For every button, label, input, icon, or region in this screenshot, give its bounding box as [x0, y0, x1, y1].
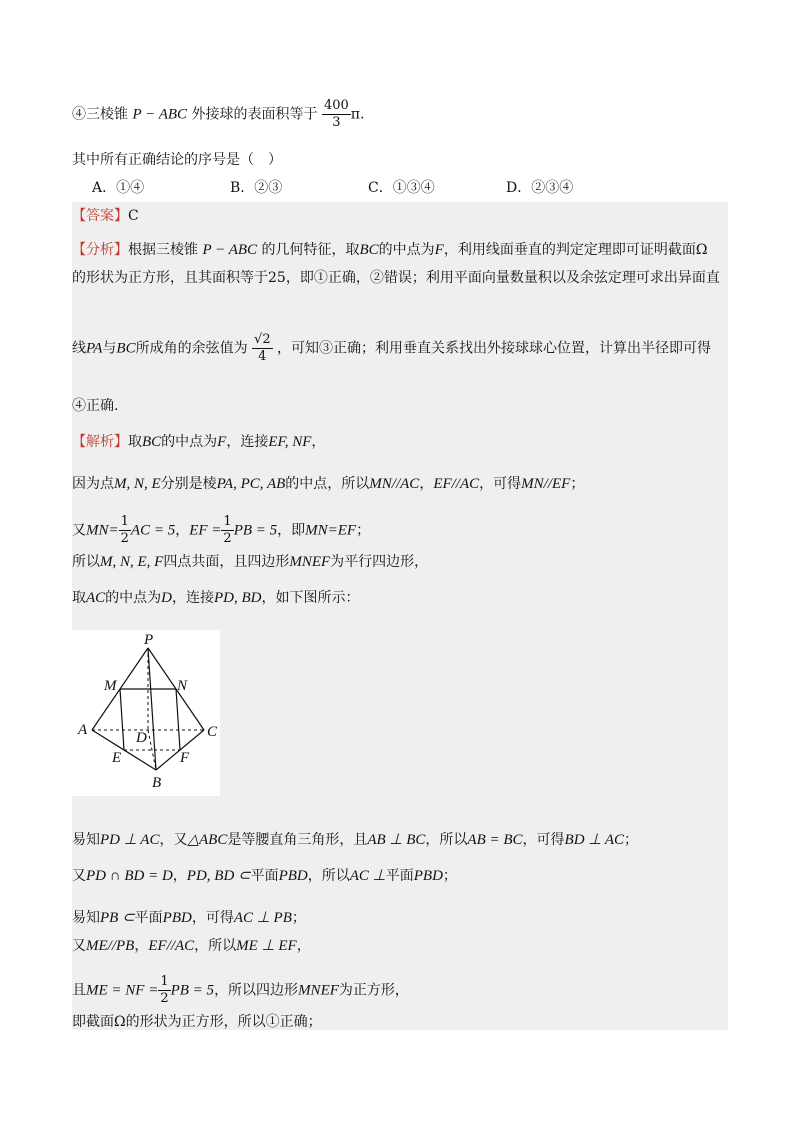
label-a: A: [78, 722, 88, 738]
option-c: C．①③④: [368, 180, 435, 196]
answer-line: [72, 206, 139, 226]
tetrahedron-figure: [72, 630, 220, 796]
solution-tag: 【解析】: [72, 434, 128, 450]
label-n: N: [177, 678, 188, 694]
solution-line-1: 【解析】取BC的中点为F，连接EF, NF，: [72, 434, 326, 450]
fraction-400-over-3: $\frac{400}{3}$: [323, 98, 349, 130]
analysis-line-1: 【分析】根据三棱锥 P − ABC 的几何特征，取BC的中点为F，利用线面垂直的判定定理即可证明截面Ω: [72, 242, 708, 258]
segment-nf: [176, 689, 180, 750]
analysis-line-3: 线PA与BC所成角的余弦值为 $\frac{√2}{4}$ ，可知③正确；利用垂直关系找出外接球球心位置，计算出半径即可得: [72, 332, 712, 364]
label-b: B: [152, 775, 162, 791]
analysis-line-2: 的形状为正方形，且其面积等于25，即①正确，②错误；利用平面向量数量积以及余弦定理可求出异面直: [72, 270, 720, 286]
tetrahedron-svg: [72, 630, 220, 796]
solution-line-5: 取AC的中点为D，连接PD, BD，如下图所示：: [72, 590, 360, 606]
label-m: M: [104, 678, 117, 694]
solution-line-10: 且ME = NF = $\frac{1}{2}$ PB = 5，所以四边形MNEF为正方形，: [72, 974, 409, 1006]
solution-background: [72, 202, 728, 1030]
solution-line-3: 又MN= $\frac{1}{2}$ AC = 5，EF = $\frac{1}{2}$ PB = 5，即MN=EF；: [72, 514, 371, 546]
solution-line-8: 易知PB ⊂平面PBD，可得AC ⊥ PB；: [72, 910, 306, 926]
solution-line-6: 易知PD ⊥ AC，又△ABC是等腰直角三角形，且AB ⊥ BC，所以AB = BC，可得BD ⊥ AC；: [72, 832, 638, 848]
label-c: C: [207, 724, 218, 740]
solution-line-7: 又PD ∩ BD = D，PD, BD ⊂平面PBD，所以AC ⊥平面PBD；: [72, 868, 457, 884]
analysis-tag: 【分析】: [72, 242, 128, 258]
analysis-line-4: ④正确.: [72, 398, 119, 414]
label-e: E: [112, 750, 122, 766]
label-d: D: [136, 730, 147, 746]
segment-me: [120, 689, 124, 750]
option-d: D．②③④: [506, 180, 574, 196]
solution-line-4: 所以M, N, E, F四点共面，且四边形MNEF为平行四边形，: [72, 554, 429, 570]
option-b: B．②③: [230, 180, 283, 196]
option-a: A．①④: [92, 180, 145, 196]
solution-line-11: 即截面Ω的形状为正方形，所以①正确；: [72, 1014, 322, 1030]
solution-line-9: 又ME//PB，EF//AC，所以ME ⊥ EF，: [72, 938, 311, 954]
label-p: P: [144, 632, 154, 648]
answer-tag: 【答案】: [72, 208, 128, 224]
fraction-sqrt2-over-4: $\frac{√2}{4}$: [254, 332, 271, 364]
solution-line-2: 因为点M, N, E分别是棱PA, PC, AB的中点，所以MN//AC，EF//AC，可得MN//EF；: [72, 476, 585, 492]
answer-value: C: [128, 208, 139, 224]
answer-options: [92, 178, 644, 198]
question-prompt: 其中所有正确结论的序号是（ ）: [72, 152, 282, 168]
edge-pb: [148, 648, 156, 770]
label-f: F: [180, 750, 190, 766]
item-4: ④三棱锥 P − ABC 外接球的表面积等于 $\frac{400}{3}$ π.: [72, 98, 365, 130]
